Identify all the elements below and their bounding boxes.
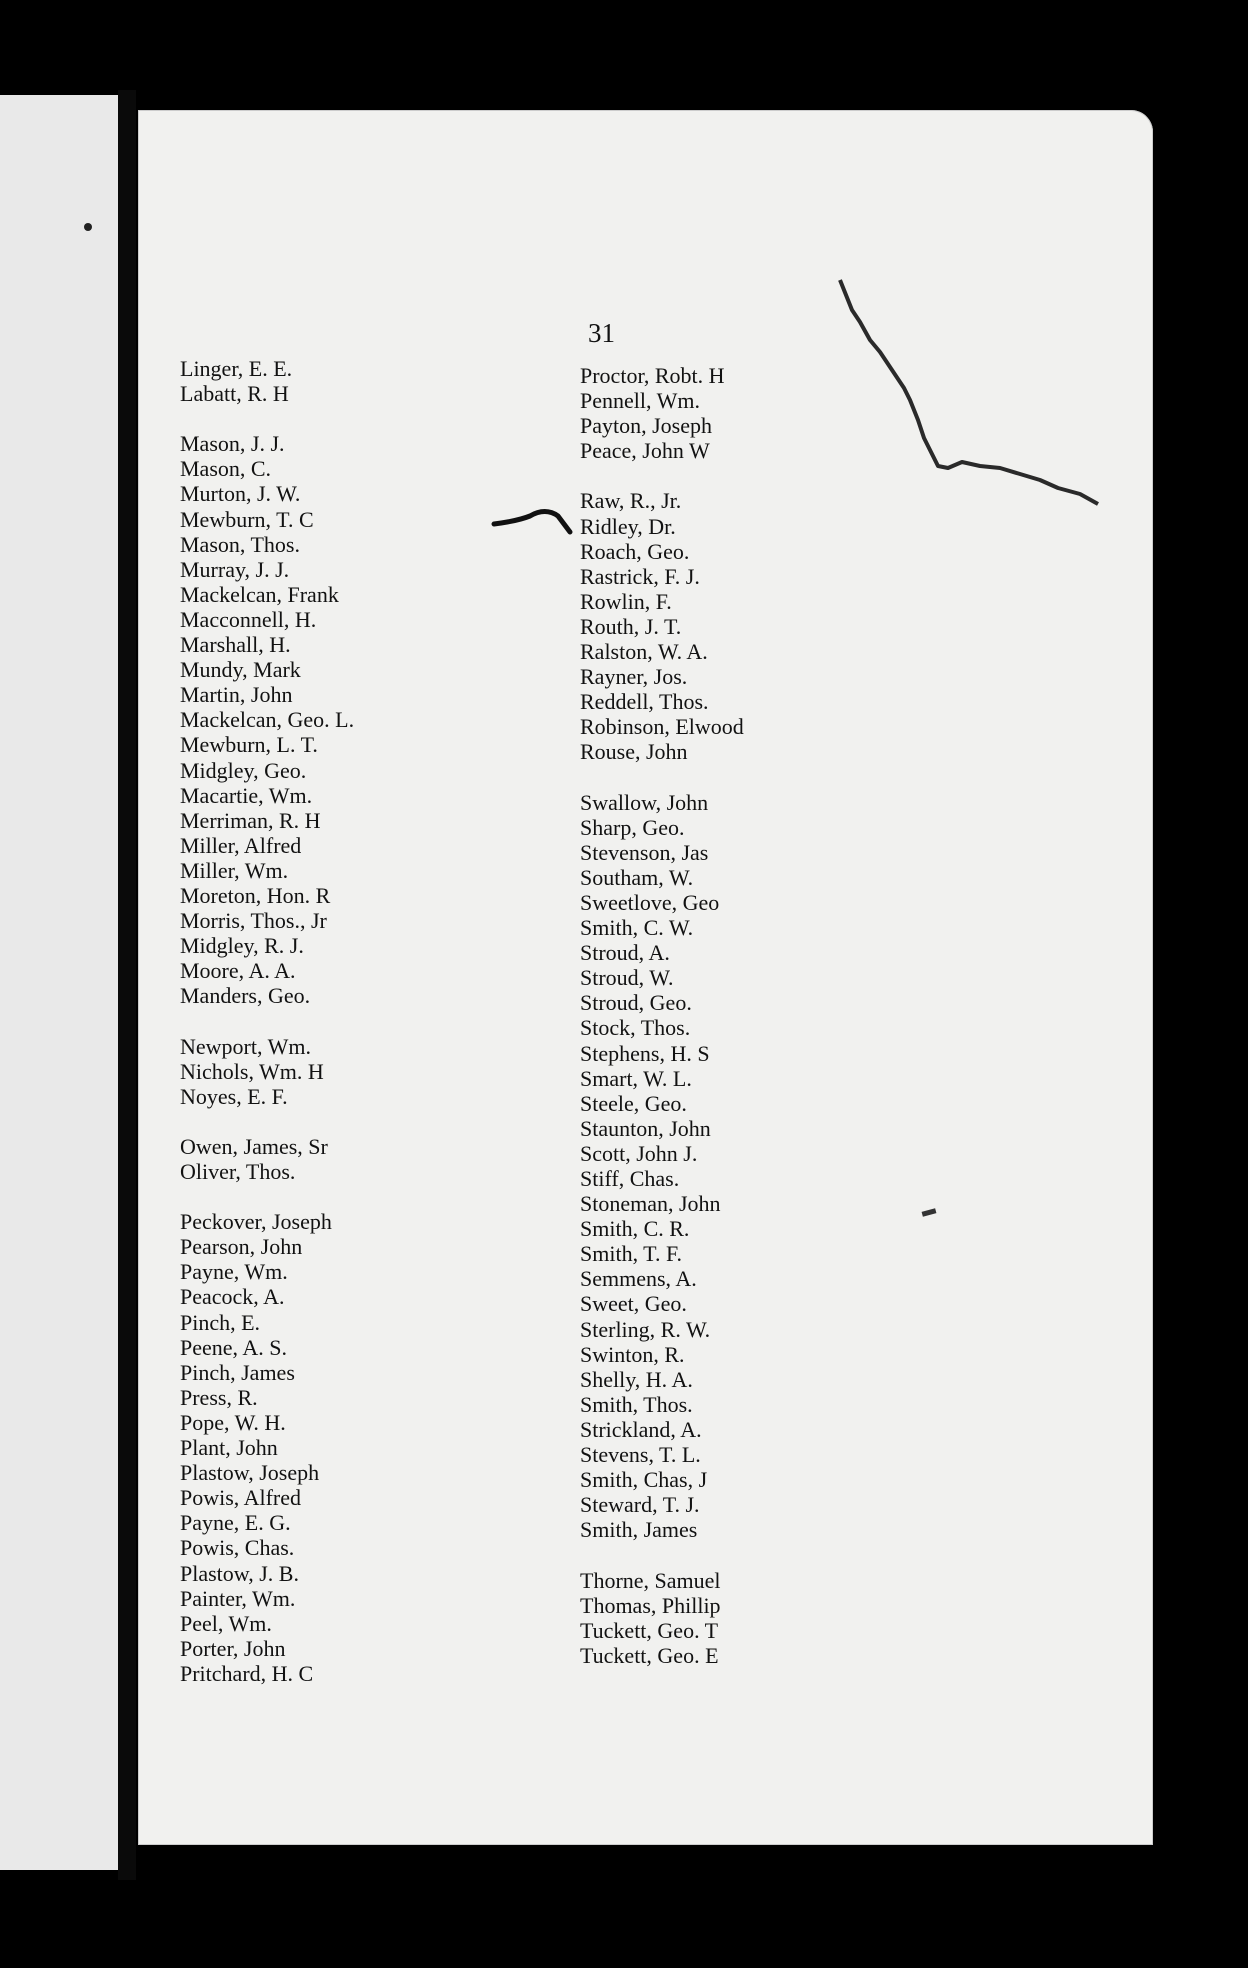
- name-entry: Macartie, Wm.: [180, 782, 313, 808]
- name-entry: Semmens, A.: [580, 1266, 697, 1292]
- name-entry: Miller, Wm.: [180, 857, 289, 883]
- names-column-right: [580, 363, 744, 1668]
- name-entry: Staunton, John: [580, 1115, 711, 1141]
- name-entry: Rowlin, F.: [580, 588, 672, 614]
- name-entry: Mason, Thos.: [180, 531, 300, 557]
- name-entry: Stroud, A.: [580, 940, 670, 966]
- paper-crack: [830, 270, 1150, 510]
- name-entry: Peace, John W: [580, 438, 710, 464]
- name-entry: Raw, R., Jr.: [580, 488, 682, 514]
- name-entry: Smith, C. R.: [580, 1216, 690, 1242]
- name-entry: Sharp, Geo.: [580, 814, 685, 840]
- name-entry: Plastow, J. B.: [180, 1560, 299, 1586]
- name-entry: Linger, E. E.: [180, 356, 293, 381]
- name-entry: Swallow, John: [580, 789, 709, 815]
- name-entry: Payne, Wm.: [180, 1259, 288, 1285]
- ink-speck: [84, 223, 92, 231]
- name-entry: Pope, W. H.: [180, 1409, 286, 1435]
- name-entry: Murton, J. W.: [180, 481, 301, 507]
- name-entry: Steward, T. J.: [580, 1492, 700, 1518]
- name-entry: Smart, W. L.: [580, 1065, 692, 1091]
- name-entry: Painter, Wm.: [180, 1585, 296, 1611]
- name-entry: Stiff, Chas.: [580, 1166, 680, 1191]
- name-entry: Sweet, Geo.: [580, 1291, 687, 1317]
- name-entry: Midgley, R. J.: [180, 933, 304, 959]
- name-entry: Ralston, W. A.: [580, 639, 708, 665]
- section-gap: [180, 1184, 354, 1209]
- section-gap: [580, 765, 744, 790]
- name-entry: Oliver, Thos.: [180, 1159, 296, 1184]
- name-entry: Stock, Thos.: [580, 1015, 691, 1041]
- name-entry: Pritchard, H. C: [180, 1660, 314, 1686]
- name-entry: Manders, Geo.: [180, 983, 311, 1009]
- name-entry: Rayner, Jos.: [580, 664, 688, 690]
- name-entry: Sweetlove, Geo: [580, 889, 720, 915]
- name-entry: Miller, Alfred: [180, 832, 302, 858]
- name-entry: Plant, John: [180, 1435, 278, 1461]
- pen-mark: [490, 502, 580, 542]
- name-entry: Newport, Wm.: [180, 1033, 311, 1059]
- name-entry: Stevenson, Jas: [580, 839, 709, 865]
- name-entry: Rouse, John: [580, 739, 688, 765]
- section-gap: [580, 1542, 744, 1567]
- name-entry: Mundy, Mark: [180, 657, 301, 683]
- book-gutter: [118, 90, 136, 1880]
- name-entry: Stephens, H. S: [580, 1040, 710, 1066]
- name-entry: Stroud, W.: [580, 965, 674, 991]
- name-entry: Pinch, E.: [180, 1309, 261, 1335]
- name-entry: Roach, Geo.: [580, 538, 690, 564]
- name-entry: Smith, Chas, J: [580, 1467, 708, 1493]
- name-entry: Payton, Joseph: [580, 413, 712, 439]
- name-entry: Routh, J. T.: [580, 613, 682, 639]
- name-entry: Merriman, R. H: [180, 807, 321, 833]
- name-entry: Ridley, Dr.: [580, 513, 676, 539]
- name-entry: Smith, C. W.: [580, 915, 694, 941]
- names-column-left: [180, 356, 354, 1686]
- name-entry: Peel, Wm.: [180, 1610, 272, 1636]
- name-entry: Macconnell, H.: [180, 606, 317, 632]
- name-entry: Powis, Alfred: [180, 1485, 301, 1511]
- name-entry: Mackelcan, Geo. L.: [180, 707, 355, 733]
- name-entry: Stoneman, John: [580, 1191, 721, 1217]
- name-entry: Powis, Chas.: [180, 1535, 295, 1561]
- name-entry: Smith, James: [580, 1517, 698, 1543]
- name-entry: Martin, John: [180, 682, 293, 708]
- name-entry: Scott, John J.: [580, 1140, 698, 1166]
- name-entry: Thorne, Samuel: [580, 1567, 721, 1593]
- name-entry: Steele, Geo.: [580, 1090, 687, 1116]
- section-gap: [180, 1008, 354, 1033]
- name-entry: Pennell, Wm.: [580, 388, 700, 414]
- section-gap: [180, 1109, 354, 1134]
- section-gap: [180, 406, 354, 431]
- name-entry: Mewburn, T. C: [180, 506, 314, 532]
- name-entry: Mewburn, L. T.: [180, 732, 318, 758]
- name-entry: Plastow, Joseph: [180, 1460, 320, 1486]
- name-entry: Labatt, R. H: [180, 381, 289, 407]
- name-entry: Reddell, Thos.: [580, 689, 709, 715]
- page-number: 31: [588, 318, 615, 348]
- name-entry: Tuckett, Geo. T: [580, 1617, 719, 1643]
- name-entry: Rastrick, F. J.: [580, 563, 700, 589]
- name-entry: Mason, J. J.: [180, 431, 285, 457]
- name-entry: Porter, John: [180, 1635, 286, 1661]
- name-entry: Peene, A. S.: [180, 1334, 287, 1360]
- name-entry: Shelly, H. A.: [580, 1366, 693, 1392]
- name-entry: Mackelcan, Frank: [180, 581, 339, 607]
- left-page-edge: [0, 95, 118, 1870]
- name-entry: Peckover, Joseph: [180, 1209, 332, 1235]
- name-entry: Smith, T. F.: [580, 1241, 682, 1267]
- name-entry: Moreton, Hon. R: [180, 882, 331, 908]
- name-entry: Peacock, A.: [180, 1284, 285, 1310]
- name-entry: Southam, W.: [580, 864, 694, 890]
- name-entry: Tuckett, Geo. E: [580, 1642, 719, 1668]
- name-entry: Thomas, Phillip: [580, 1592, 721, 1618]
- name-entry: Pearson, John: [180, 1234, 303, 1260]
- name-entry: Midgley, Geo.: [180, 757, 307, 783]
- name-entry: Moore, A. A.: [180, 958, 296, 984]
- name-entry: Murray, J. J.: [180, 556, 290, 582]
- name-entry: Sterling, R. W.: [580, 1316, 711, 1342]
- name-entry: Mason, C.: [180, 456, 272, 482]
- name-entry: Nichols, Wm. H: [180, 1058, 324, 1084]
- name-entry: Strickland, A.: [580, 1416, 702, 1442]
- name-entry: Pinch, James: [180, 1359, 295, 1385]
- name-entry: Stroud, Geo.: [580, 990, 692, 1016]
- name-entry: Stevens, T. L.: [580, 1442, 701, 1468]
- name-entry: Press, R.: [180, 1384, 258, 1410]
- name-entry: Robinson, Elwood: [580, 714, 744, 740]
- name-entry: Owen, James, Sr: [180, 1133, 328, 1159]
- name-entry: Proctor, Robt. H: [580, 363, 725, 388]
- name-entry: Morris, Thos., Jr: [180, 908, 327, 934]
- name-entry: Smith, Thos.: [580, 1391, 693, 1417]
- name-entry: Swinton, R.: [580, 1341, 685, 1367]
- name-entry: Payne, E. G.: [180, 1510, 291, 1536]
- name-entry: Marshall, H.: [180, 632, 291, 658]
- section-gap: [580, 463, 744, 488]
- name-entry: Noyes, E. F.: [180, 1083, 288, 1109]
